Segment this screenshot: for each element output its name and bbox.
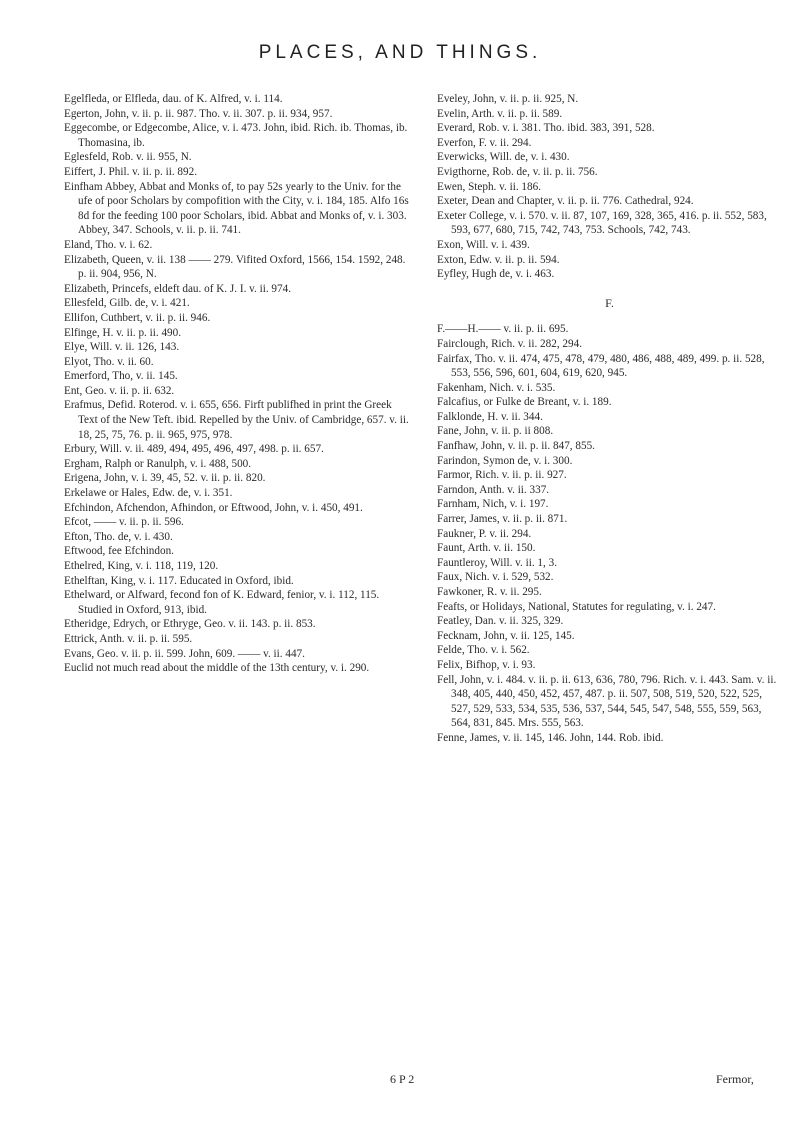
index-entry: Faunt, Arth. v. ii. 150. (437, 542, 536, 555)
index-entry: Everfon, F. v. ii. 294. (437, 136, 532, 149)
index-entry: Evelin, Arth. v. ii. p. ii. 589. (437, 107, 563, 120)
index-entry: Egerton, John, v. ii. p. ii. 987. Tho. v. ii. 307. p. ii. 934, 957. (64, 107, 333, 120)
index-entry: Felde, Tho. v. i. 562. (437, 644, 530, 657)
f-entries (437, 322, 782, 745)
index-entry: Emerford, Tho, v. ii. 145. (64, 370, 178, 383)
index-entry: Fawkoner, R. v. ii. 295. (437, 586, 542, 598)
index-entry: Fanfhaw, John, v. ii. p. ii. 847, 855. (437, 440, 595, 453)
index-entry: Featley, Dan. v. ii. 325, 329. (437, 615, 564, 628)
index-entry: Exton, Edw. v. ii. p. ii. 594. (437, 253, 560, 266)
running-header: PLACES, AND THINGS. (258, 42, 542, 63)
index-entry: Elye, Will. v. ii. 126, 143. (64, 341, 180, 354)
section-heading-f: F. (605, 295, 614, 310)
index-entry: Farindon, Symon de, v. i. 300. (437, 454, 573, 467)
index-entry: Fairfax, Tho. v. ii. 474, 475, 478, 479, 480, 486, 488, 489, 499. p. ii. 528, 553, 556, 596, 601, 604, 619, 620, 945. (437, 352, 765, 380)
index-entry: Everwicks, Will. de, v. i. 430. (437, 151, 570, 164)
index-entry: Ethelred, King, v. i. 118, 119, 120. (64, 560, 219, 572)
index-entry: Ellesfeld, Gilb. de, v. i. 421. (64, 297, 190, 310)
index-entry: Faukner, P. v. ii. 294. (437, 527, 532, 540)
index-entry: Ettrick, Anth. v. ii. p. ii. 595. (64, 632, 193, 645)
index-entry: Eglesfeld, Rob. v. ii. 955, N. (64, 151, 192, 164)
index-entry: Ewen, Steph. v. ii. 186. (437, 180, 541, 193)
index-entry: Elyot, Tho. v. ii. 60. (64, 355, 154, 368)
left-column (64, 92, 409, 676)
index-entry: Ethelftan, King, v. i. 117. Educated in Oxford, ibid. (64, 574, 294, 587)
index-entry: Falklonde, H. v. ii. 344. (437, 410, 543, 423)
index-entry: Feafts, or Holidays, National, Statutes for regulating, v. i. 247. (437, 600, 716, 613)
index-entry: Fecknam, John, v. ii. 125, 145. (437, 629, 575, 642)
index-entry: Erkelawe or Hales, Edw. de, v. i. 351. (64, 487, 233, 500)
index-entry: Eveley, John, v. ii. p. ii. 925, N. (437, 93, 579, 105)
index-entry: Ethelward, or Alfward, fecond fon of K. Edward, fenior, v. i. 112, 115. Studied in Oxford, 913, ibid. (64, 589, 380, 616)
index-entry: Ent, Geo. v. ii. p. ii. 632. (64, 384, 175, 397)
index-entry: Farrer, James, v. ii. p. ii. 871. (437, 513, 568, 526)
right-column (437, 92, 782, 746)
index-entry: Elfinge, H. v. ii. p. ii. 490. (64, 326, 182, 339)
index-entry: Exeter College, v. i. 570. v. ii. 87, 107, 169, 328, 365, 416. p. ii. 552, 583, 593, 677, 680, 715, 742, 743, 753. Schools, 742, 743. (437, 209, 767, 237)
index-entry: Fakenham, Nich. v. i. 535. (437, 381, 556, 394)
index-entry: Erbury, Will. v. ii. 489, 494, 495, 496, 497, 498. p. ii. 657. (64, 443, 324, 456)
index-entry: Erigena, John, v. i. 39, 45, 52. v. ii. p. ii. 820. (64, 472, 266, 485)
index-entry: Euclid not much read about the middle of the 13th century, v. i. 290. (64, 662, 370, 675)
index-entry: Erafmus, Defid. Roterod. v. i. 655, 656. Firft publifhed in print the Greek Text of the New Teft. ibid. Repelled by the Univ. of Cambridge, 657. v. ii. 18, 25, 75, 76. p. ii. 965, 975, 978. (64, 399, 409, 441)
index-entry: Exeter, Dean and Chapter, v. ii. p. ii. 776. Cathedral, 924. (437, 195, 694, 208)
index-entry: Fairclough, Rich. v. ii. 282, 294. (437, 337, 583, 350)
index-entry: Elizabeth, Queen, v. ii. 138 —— 279. Vifited Oxford, 1566, 154. 1592, 248. p. ii. 904, 956, N. (64, 253, 406, 281)
index-entry: Efton, Tho. de, v. i. 430. (64, 530, 173, 543)
index-entry: Exon, Will. v. i. 439. (437, 238, 530, 251)
index-entry: Fane, John, v. ii. p. ii 808. (437, 425, 554, 438)
index-entry: Egelfleda, or Elfleda, dau. of K. Alfred, v. i. 114. (64, 93, 283, 105)
index-entry: Ergham, Ralph or Ranulph, v. i. 488, 500. (64, 457, 252, 470)
index-entry: Etheridge, Edrych, or Ethryge, Geo. v. ii. 143. p. ii. 853. (64, 618, 316, 631)
index-entry: Felix, Bifhop, v. i. 93. (437, 658, 536, 671)
index-entry: Everard, Rob. v. i. 381. Tho. ibid. 383, 391, 528. (437, 122, 655, 135)
index-entry: Ellifon, Cuthbert, v. ii. p. ii. 946. (64, 311, 211, 324)
index-entry: Eyfley, Hugh de, v. i. 463. (437, 268, 555, 281)
index-entry: Evigthorne, Rob. de, v. ii. p. ii. 756. (437, 165, 598, 178)
index-entry: Farmor, Rich. v. ii. p. ii. 927. (437, 469, 567, 482)
index-entry: Efcot, —— v. ii. p. ii. 596. (64, 516, 184, 529)
index-entry: Einfham Abbey, Abbat and Monks of, to pay 52s yearly to the Univ. for the ufe of poor Scholars by compofition with the City, v. i. 184, 185. Alfo 16s 8d for the feeding 100 poor Scholars, ibid. Abbat and Monks of, v. i. 303. Abbey, 347. Schools, v. ii. p. ii. 741. (64, 180, 409, 237)
index-entry: Farndon, Anth. v. ii. 337. (437, 483, 550, 496)
index-entry: Falcafius, or Fulke de Breant, v. i. 189. (437, 396, 612, 409)
index-entry: Eftwood, fee Efchindon. (64, 545, 174, 558)
signature-mark: 6 P 2 (390, 1072, 415, 1086)
index-entry: Efchindon, Afchendon, Afhindon, or Eftwood, John, v. i. 450, 491. (64, 501, 363, 514)
index-entry: Eland, Tho. v. i. 62. (64, 238, 153, 251)
index-entry: Farnham, Nich, v. i. 197. (437, 498, 549, 511)
index-entry: Faux, Nich. v. i. 529, 532. (437, 571, 554, 584)
index-entry: F.——H.—— v. ii. p. ii. 695. (437, 323, 569, 336)
index-entry: Fenne, James, v. ii. 145, 146. John, 144. Rob. ibid. (437, 731, 664, 744)
index-entry: Fauntleroy, Will. v. ii. 1, 3. (437, 556, 558, 569)
index-entry: Evans, Geo. v. ii. p. ii. 599. John, 609. —— v. ii. 447. (64, 647, 305, 660)
index-entry: Eiffert, J. Phil. v. ii. p. ii. 892. (64, 165, 198, 178)
index-entry: Elizabeth, Princefs, eldeft dau. of K. J. I. v. ii. 974. (64, 282, 292, 295)
catchword: Fermor, (716, 1072, 754, 1086)
e-entries-continued (437, 92, 782, 282)
index-entry: Eggecombe, or Edgecombe, Alice, v. i. 473. John, ibid. Rich. ib. Thomas, ib. Thomasina, ib. (64, 122, 408, 149)
index-entry: Fell, John, v. i. 484. v. ii. p. ii. 613, 636, 780, 796. Rich. v. i. 443. Sam. v. ii. 348, 405, 440, 450, 452, 457, 487. p. ii. 507, 508, 519, 520, 522, 525, 527, 529, 533, 534, 535, 536, 537, 544, 545, 547, 548, 555, 559, 563, 564, 831, 845. Mrs. 555, 563. (437, 673, 777, 730)
